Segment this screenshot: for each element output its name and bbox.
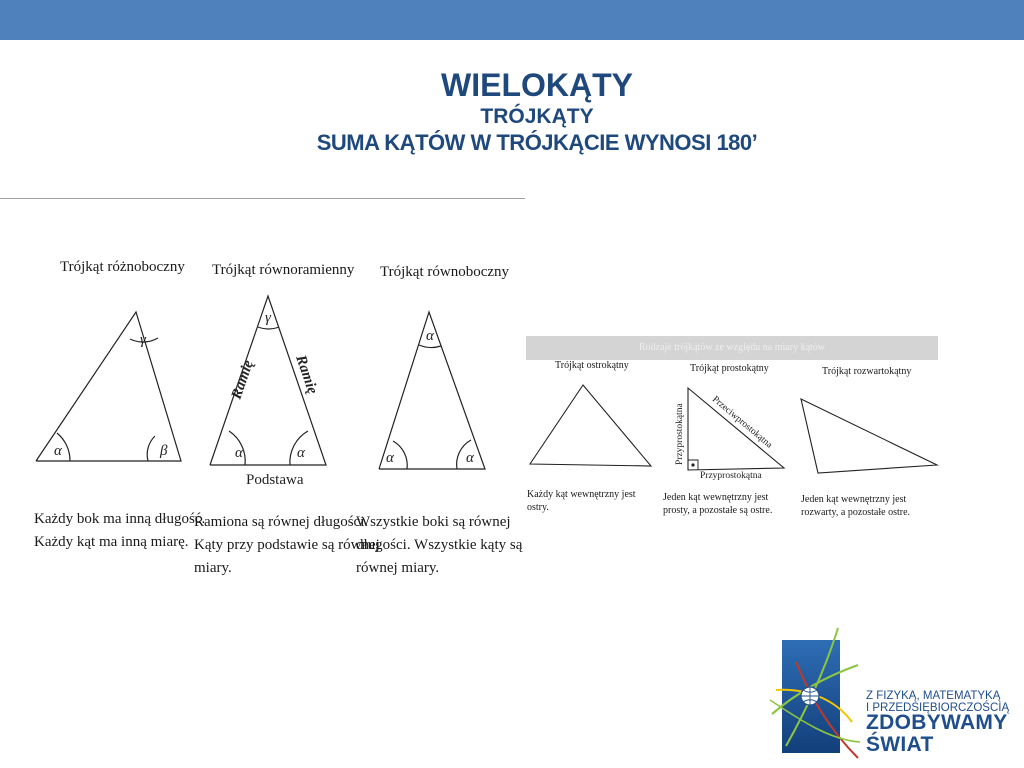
caption-scalene: Trójkąt różnoboczny	[60, 259, 185, 275]
desc-scalene-line: Każdy kąt ma inną miarę.	[34, 534, 189, 550]
logo-line: ZDOBYWAMY	[866, 711, 1008, 734]
leg-label-vertical: Przyprostokątna	[675, 403, 685, 465]
isosceles-gamma: γ	[265, 310, 271, 326]
isosceles-alpha-left: α	[235, 445, 243, 461]
isosceles-alpha-right: α	[297, 445, 305, 461]
desc-acute-line: Każdy kąt wewnętrzny jest	[527, 489, 636, 500]
arm-label-left: Ramię	[228, 358, 257, 402]
logo-line: ŚWIAT	[866, 733, 934, 756]
desc-isosceles-line: Kąty przy podstawie są równej	[194, 537, 380, 553]
leg-label-horizontal: Przyprostokątna	[700, 471, 762, 481]
desc-scalene-line: Każdy bok ma inną długość.	[34, 511, 206, 527]
angles-banner: Rodzaje trójkątów ze względu na miary kątów	[526, 336, 938, 360]
desc-equilateral-line: Wszystkie boki są równej	[356, 514, 511, 530]
desc-isosceles-line: Ramiona są równej długości.	[194, 514, 369, 530]
equilateral-alpha-top: α	[426, 328, 434, 344]
logo-line: I PRZEDSIĘBIORCZOŚCIĄ	[866, 702, 1010, 714]
desc-right-line: Jeden kąt wewnętrzny jest	[663, 492, 769, 503]
caption-right: Trójkąt prostokątny	[690, 363, 769, 374]
caption-acute: Trójkąt ostrokątny	[555, 360, 629, 371]
title-sub2: SUMA KĄTÓW W TRÓJKĄCIE WYNOSI 180’	[316, 130, 758, 155]
desc-acute-line: ostry.	[527, 502, 549, 513]
caption-obtuse: Trójkąt rozwartokątny	[822, 366, 912, 377]
desc-obtuse-line: Jeden kąt wewnętrzny jest	[801, 494, 907, 505]
logo-line: Z FIZYKĄ, MATEMATYKĄ	[866, 690, 1001, 702]
caption-equilateral: Trójkąt równoboczny	[380, 264, 510, 280]
title-sub: TRÓJKĄTY	[480, 105, 594, 128]
desc-equilateral-line: długości. Wszystkie kąty są	[356, 537, 523, 553]
scalene-beta: β	[160, 443, 168, 459]
scalene-alpha: α	[54, 443, 62, 459]
equilateral-alpha-left: α	[386, 450, 394, 466]
desc-equilateral-line: równej miary.	[356, 560, 440, 576]
hypotenuse-label: Przeciwprostokątna	[710, 394, 774, 451]
title-main: WIELOKĄTY	[441, 67, 633, 103]
base-label: Podstawa	[246, 472, 304, 488]
equilateral-alpha-right: α	[466, 450, 474, 466]
desc-obtuse-line: rozwarty, a pozostałe ostre.	[801, 507, 911, 518]
scalene-gamma: γ	[140, 332, 146, 348]
desc-right-line: prosty, a pozostałe są ostre.	[663, 505, 773, 516]
caption-isosceles: Trójkąt równoramienny	[212, 262, 355, 278]
logo-text-big	[866, 712, 1024, 756]
desc-isosceles-line: miary.	[194, 560, 232, 576]
arm-label-right: Ramię	[292, 353, 321, 397]
